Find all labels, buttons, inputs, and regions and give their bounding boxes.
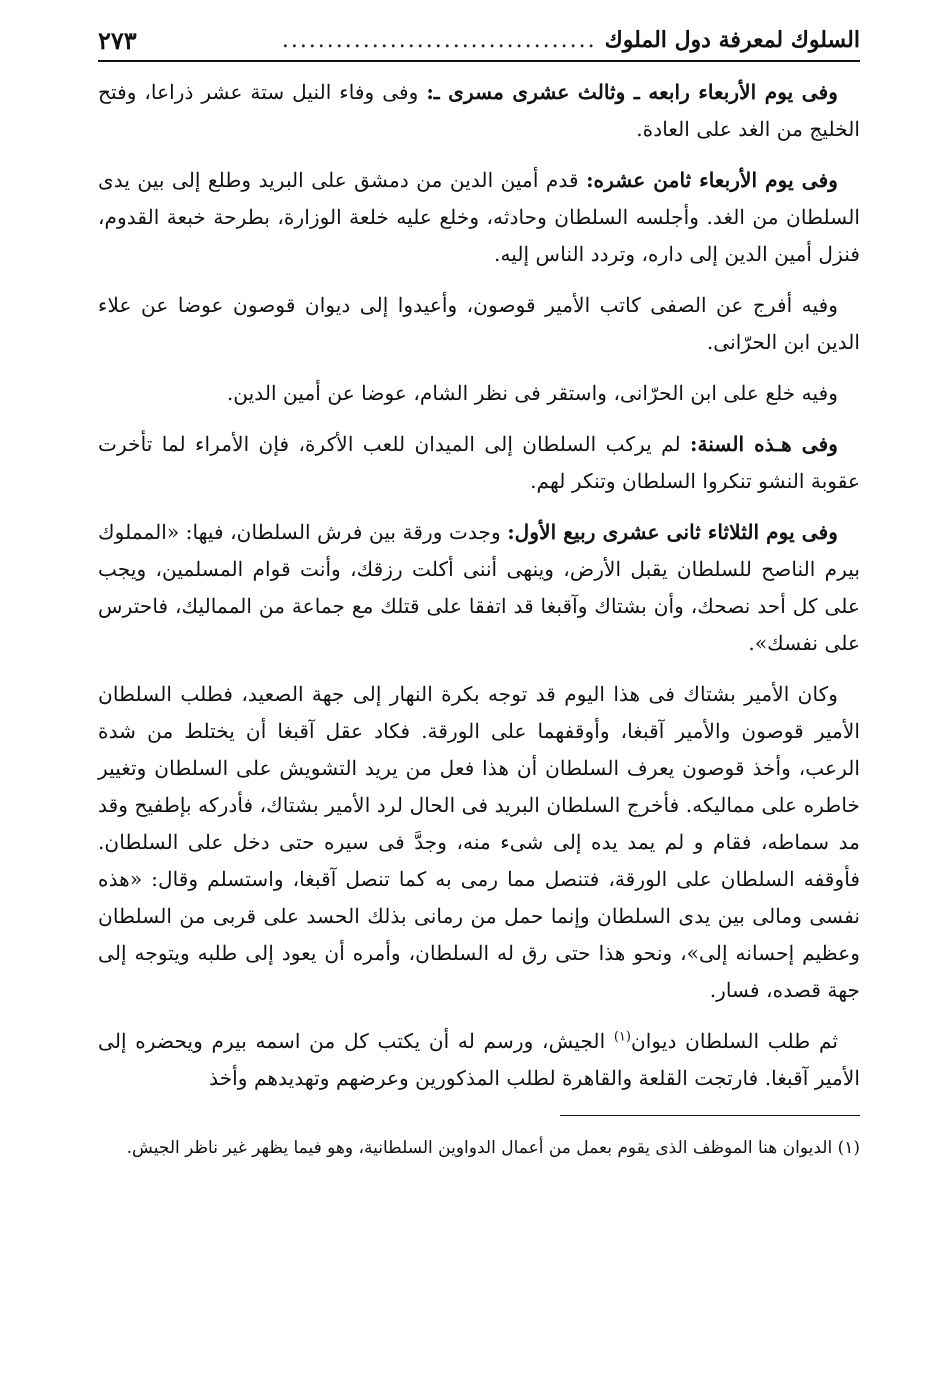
book-title: السلوك لمعرفة دول الملوك (604, 27, 860, 53)
paragraph-text: قدم أمين الدين من دمشق على البريد وطلع إلى بين يدى السلطان من الغد. وأجلسه السلطان وحادثه، وخلع عليه خلعة الوزارة، بطرحة خبعة القدوم، فنزل أمين الدين إلى داره، وتردد الناس إليه. (98, 168, 860, 266)
footnote-divider (560, 1115, 860, 1116)
paragraph-text: وفى وفاء النيل ستة عشر ذراعا، وفتح الخليج من الغد على العادة. (98, 80, 860, 141)
footnote: (١) الديوان هنا الموظف الذى يقوم بعمل من أعمال الدواوين السلطانية، وهو فيما يظهر غير ناظر الجيش. (126, 1138, 860, 1158)
paragraph-lead: وفى يوم الأربعاء ثامن عشره: (586, 168, 838, 192)
paragraph-text: الجيش، ورسم له أن يكتب كل من اسمه بيرم ويحضره إلى الأمير آقبغا. فارتجت القلعة والقاهرة لطلب المذكورين وعرضهم وتهديدهم وأخذ (98, 1029, 860, 1090)
paragraph-text: وفيه خلع على ابن الحرّانى، واستقر فى نظر الشام، عوضا عن أمين الدين. (226, 381, 838, 405)
paragraph-5 (98, 426, 860, 500)
footnote-reference[interactable]: (١) (613, 1029, 631, 1045)
paragraph-6 (98, 514, 860, 662)
leader-dots: ................................... (281, 27, 597, 53)
running-header (98, 20, 860, 62)
paragraph-8 (98, 1023, 860, 1097)
paragraph-4 (98, 375, 860, 412)
body-text (98, 74, 860, 1097)
book-page (98, 20, 860, 1350)
paragraph-lead: وفى يوم الأربعاء رابعه ـ وثالث عشرى مسرى ـ: (426, 80, 838, 104)
paragraph-text: وجدت ورقة بين فرش السلطان، فيها: «المملوك بيرم الناصح للسلطان يقبل الأرض، وينهى أننى أكلت رزقك، وأنت قوام المسلمين، ويجب على كل أحد نصحك، وأن بشتاك وآقبغا قد اتفقا على قتلك مع جماعة من المماليك، فاحترس على نفسك». (98, 520, 860, 655)
paragraph-text: ثم طلب السلطان ديوان (630, 1029, 838, 1053)
paragraph-text: وكان الأمير بشتاك فى هذا اليوم قد توجه بكرة النهار إلى جهة الصعيد، فطلب السلطان الأمير قوصون والأمير آقبغا، وأوقفهما على الورقة. فكاد عقل آقبغا أن يختلط من شدة الرعب، وأخذ قوصون يعرف السلطان أن هذا فعل من يريد التشويش على السلطان وتغيير خاطره على مماليكه. فأخرج السلطان البريد فى الحال لرد الأمير بشتاك، فأدركه بإطفيح وقد مد سماطه، فقام و لم يمد يده إلى شىء منه، وجدَّ فى سيره حتى دخل على السلطان. فأوقفه السلطان على الورقة، فتنصل مما رمى به كما تنصل آقبغا، واستسلم وقال: «هذه نفسى ومالى بين يدى السلطان وإنما حمل من رمانى بذلك الحسد على قربى من السلطان وعظيم إحسانه إلى»، ونحو هذا حتى رق له السلطان، وأمره أن يعود إلى طلبه ويتوجه إلى جهة قصده، فسار. (98, 682, 860, 1002)
paragraph-text: لم يركب السلطان إلى الميدان للعب الأكرة، فإن الأمراء لما تأخرت عقوبة النشو تنكروا السلطان وتنكر لهم. (98, 432, 860, 493)
paragraph-3 (98, 287, 860, 361)
paragraph-2 (98, 162, 860, 273)
page-number: ٢٧٣ (98, 25, 137, 55)
paragraph-text: وفيه أفرج عن الصفى كاتب الأمير قوصون، وأعيدوا إلى ديوان قوصون عوضا عن علاء الدين ابن الحرّانى. (98, 293, 860, 354)
paragraph-7 (98, 676, 860, 1009)
paragraph-lead: وفى هـذه السنة: (690, 432, 838, 456)
paragraph-lead: وفى يوم الثلاثاء ثانى عشرى ربيع الأول: (507, 520, 838, 544)
paragraph-1 (98, 74, 860, 148)
